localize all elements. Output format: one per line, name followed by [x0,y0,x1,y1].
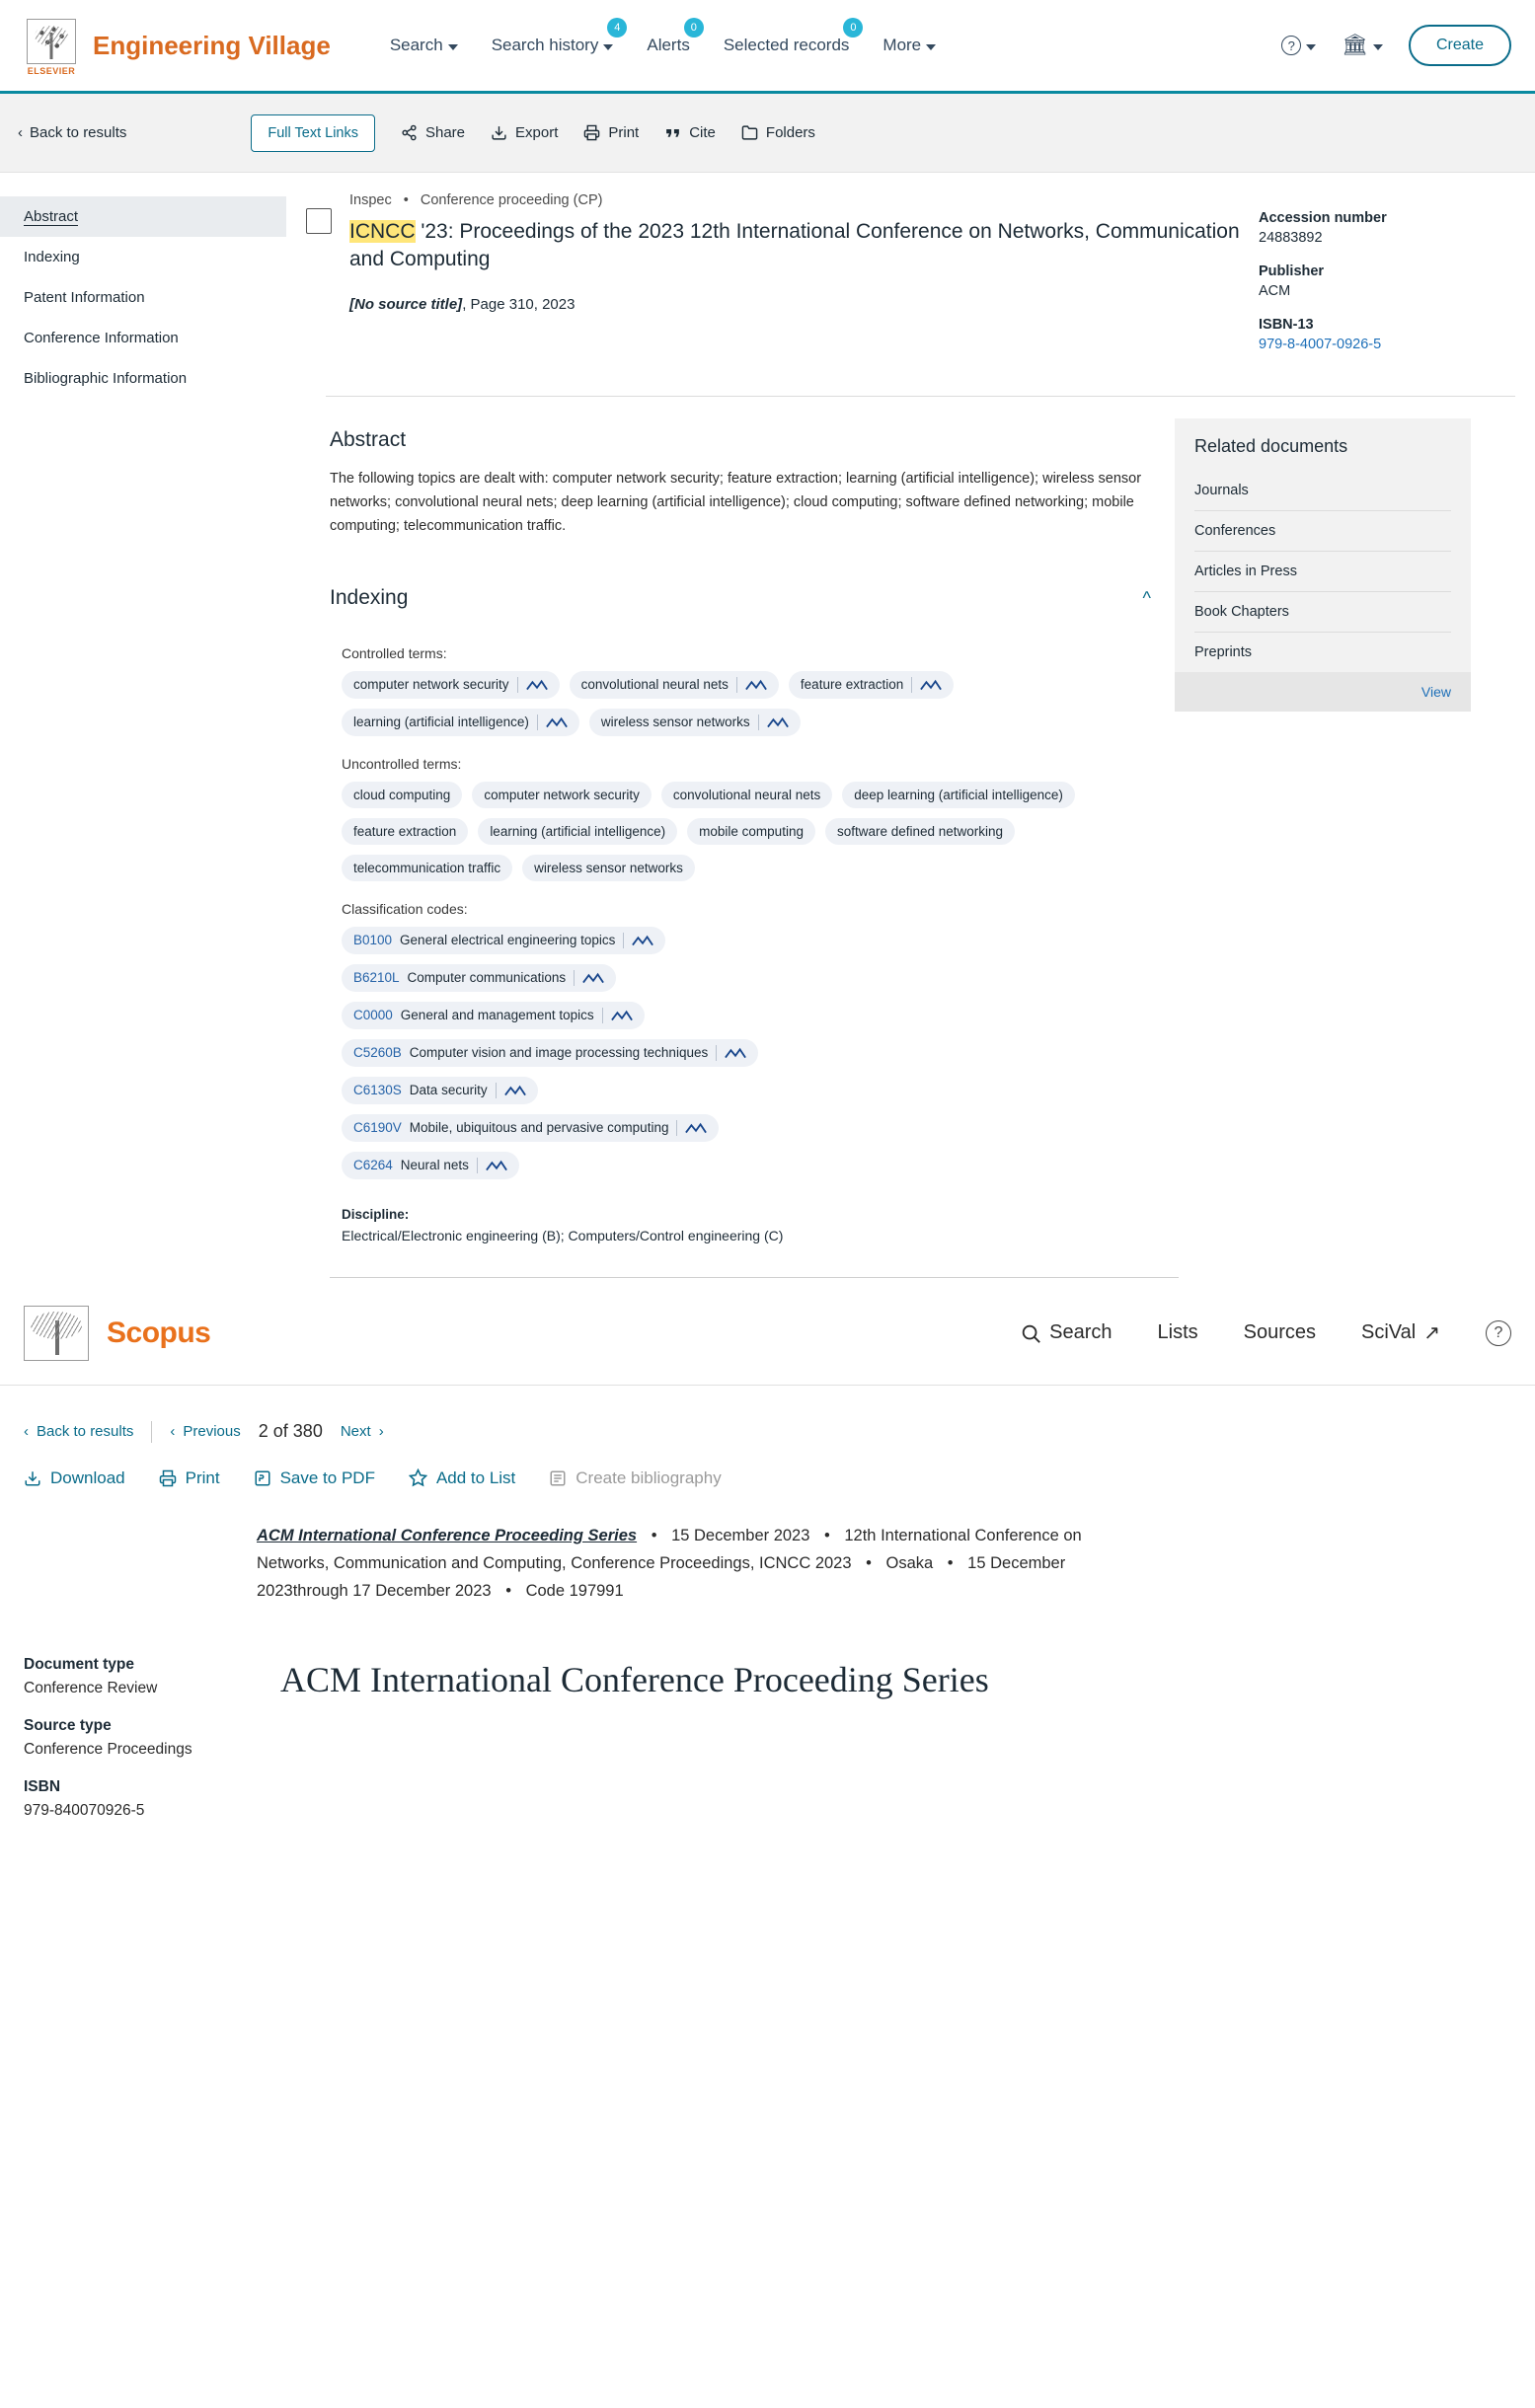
export-action[interactable] [491,124,558,141]
scopus-logo[interactable]: Scopus [107,1316,211,1349]
scopus-nav-label-lists: Lists [1157,1321,1198,1344]
breadcrumb-date: 15 December 2023 [671,1526,810,1544]
breadcrumb-location: Osaka [885,1553,934,1572]
discipline-value: Electrical/Electronic engineering (B); Computers/Control engineering (C) [342,1227,784,1243]
indexing-heading: Indexing [330,585,409,609]
bank-icon: 🏛 [1342,34,1368,56]
related-item-articles-in-press[interactable]: Articles in Press [1194,552,1451,592]
breadcrumb [257,1522,1145,1605]
chevron-down-icon [448,44,458,50]
create-bibliography-label: Create bibliography [576,1467,722,1487]
source-title: [No source title] [349,295,463,313]
chevron-down-icon [1306,44,1316,50]
chip-label: Computer communications [407,970,567,986]
database-name: Inspec [349,192,392,208]
rail-label-abstract: Abstract [24,208,79,225]
classification-chip[interactable] [342,1002,645,1029]
scopus-nav-label-scival: SciVal [1361,1321,1417,1344]
share-action[interactable] [401,124,465,141]
abstract-text: The following topics are dealt with: computer network security; feature extraction; learning (artificial intelligence); wireless sensor networks; convolutional neural nets; deep learning (artificial intelligence); cloud computing; software defined networking; mobile computing; telecommunication traffic. [330,471,1142,534]
document-side-metadata [1259,192,1515,370]
back-to-results-link[interactable] [18,124,126,141]
selected-records-badge: 0 [843,18,863,38]
accession-number-value: 24883892 [1259,230,1323,246]
chevron-down-icon [1373,44,1383,50]
scopus-action-row [0,1443,1535,1488]
controlled-term-chip[interactable] [570,671,779,699]
chevron-up-icon[interactable]: ^ [1142,588,1151,609]
scopus-header [0,1278,1535,1385]
chip-label: telecommunication traffic [353,860,501,875]
breadcrumb-dates: 15 December 2023through 17 December 2023 [257,1553,1066,1600]
breadcrumb-source-link[interactable]: ACM International Conference Proceeding Series [257,1526,638,1544]
scopus-nav-label-search: Search [1049,1321,1113,1344]
isbn13-link[interactable]: 979-8-4007-0926-5 [1259,337,1382,352]
quote-icon [664,124,681,141]
folder-icon [741,124,758,141]
breadcrumb-separator: • [505,1581,511,1600]
chip-label: General electrical engineering topics [400,933,616,948]
breadcrumb-separator: • [866,1553,872,1572]
scopus-help-button[interactable] [1486,1320,1511,1346]
title-highlight: ICNCC [349,220,416,243]
engineering-village-logo[interactable] [24,15,331,76]
title-rest: '23: Proceedings of the 2023 12th International Conference on Networks, Communication and Computing [349,220,1240,271]
star-icon [409,1468,427,1487]
controlled-term-chip[interactable] [342,709,579,736]
elsevier-logo-icon [24,15,79,76]
accession-number-label: Accession number [1259,210,1387,226]
chevron-left-icon: ‹ [170,1423,176,1441]
export-label: Export [515,124,559,141]
nav-item-selected-records[interactable] [723,22,857,55]
elsevier-tree-icon [24,1306,89,1361]
chip-code: B0100 [353,933,393,948]
page-body [0,173,1535,1278]
uncontrolled-term-chip[interactable] [661,782,832,808]
uncontrolled-term-chip[interactable] [522,855,695,881]
related-item-conferences[interactable]: Conferences [1194,511,1451,552]
related-view-link[interactable]: View [1175,672,1471,712]
chip-label: Neural nets [400,1158,469,1173]
rail-item-patent-information[interactable] [0,277,286,318]
chip-label: wireless sensor networks [600,715,750,730]
chip-label: computer network security [353,677,509,693]
chip-label: convolutional neural nets [580,677,729,693]
chip-label: mobile computing [699,823,804,839]
page-title [349,218,1241,274]
chip-label: learning (artificial intelligence) [353,715,529,730]
source-type-label: Source type [24,1716,112,1734]
download-action[interactable] [24,1468,125,1488]
breadcrumb-separator: • [651,1526,657,1544]
meta-separator: • [403,192,409,208]
uncontrolled-term-chip[interactable] [825,818,1015,845]
scopus-page-indicator [259,1421,323,1442]
thesaurus-icon [767,716,789,728]
chip-divider [537,715,538,730]
isbn-label: ISBN [24,1777,61,1795]
chip-code: C6130S [353,1083,402,1098]
create-button[interactable]: Create [1409,25,1511,66]
chevron-down-icon [603,44,613,50]
classification-chip[interactable] [342,1077,538,1104]
current-page: 2 [258,1421,269,1442]
breadcrumb-conference: 12th International Conference on Networks, Communication and Computing, Conference Proceedings, ICNCC 2023 [257,1526,1082,1572]
chip-divider [517,677,518,693]
classification-chip[interactable] [342,964,616,992]
chip-label: Data security [409,1083,488,1098]
search-icon [1020,1322,1041,1344]
related-documents-panel [1175,418,1471,712]
rail-label-patent-information: Patent Information [24,289,145,306]
classification-chip[interactable] [342,927,665,954]
chip-divider [477,1158,478,1173]
chip-code: C6190V [353,1120,402,1136]
scopus-section-divider [330,1277,1179,1278]
scopus-nav-search[interactable] [1020,1321,1112,1344]
chevron-right-icon: › [378,1423,384,1441]
breadcrumb-separator: • [824,1526,830,1544]
document-action-bar [0,94,1535,173]
chip-label: General and management topics [400,1008,594,1023]
save-to-pdf-action[interactable] [254,1468,375,1488]
scopus-next-button[interactable] [341,1423,384,1440]
share-label: Share [424,124,466,141]
publisher-label: Publisher [1259,263,1325,279]
page-of-label: of [272,1421,288,1442]
scopus-pager [0,1386,1535,1443]
folders-label: Folders [765,124,815,141]
chip-label: feature extraction [800,677,904,693]
scopus-back-to-results[interactable] [24,1423,133,1440]
chip-label: software defined networking [836,823,1004,839]
add-to-list-action[interactable] [409,1468,515,1488]
chip-code: C5260B [353,1045,402,1061]
uncontrolled-term-chip[interactable] [478,818,677,845]
sections-main [306,397,1175,1243]
chip-label: convolutional neural nets [672,787,821,802]
nav-item-search-history[interactable] [491,22,621,55]
chip-label: Mobile, ubiquitous and pervasive computing [409,1120,669,1136]
rail-item-indexing[interactable] [0,237,286,277]
external-link-icon: ↗ [1423,1322,1440,1345]
rail-item-abstract[interactable] [0,196,286,237]
save-to-pdf-label: Save to PDF [279,1467,375,1487]
select-record-checkbox[interactable] [306,208,332,234]
related-item-journals[interactable]: Journals [1194,471,1451,511]
chip-code: B6210L [353,970,400,986]
scopus-previous-label: Previous [183,1423,241,1441]
document-type-label: Document type [24,1655,134,1673]
sections-wrapper [306,397,1535,1243]
chip-code: C0000 [353,1008,393,1023]
uncontrolled-term-chip[interactable] [342,855,512,881]
chip-divider [736,677,737,693]
uncontrolled-term-chip[interactable] [842,782,1075,808]
total-pages: 380 [292,1421,323,1442]
uncontrolled-term-chip[interactable] [687,818,815,845]
bibliography-icon [549,1469,567,1487]
thesaurus-icon [685,1122,707,1134]
thesaurus-icon [745,679,767,691]
discipline-label: Discipline: [342,1206,410,1222]
back-to-results-label: Back to results [30,124,127,141]
chip-label: computer network security [484,787,640,802]
scopus-nav-sources[interactable] [1244,1321,1316,1344]
chevron-down-icon [926,44,936,50]
print-label: Print [185,1467,220,1487]
breadcrumb-code: Code 197991 [525,1581,624,1600]
scopus-record-main [0,1605,1535,1879]
print-icon [583,124,600,141]
thesaurus-icon [611,1010,633,1021]
scopus-next-label: Next [340,1423,371,1441]
full-text-links-button[interactable]: Full Text Links [251,114,375,152]
chip-divider [574,970,575,986]
scopus-breadcrumb-wrap [0,1488,1535,1605]
classification-chip[interactable] [342,1114,719,1142]
cite-label: Cite [689,124,716,141]
isbn13-value [1259,337,1515,352]
chip-divider [623,933,624,948]
nav-label-more: More [883,36,922,54]
elsevier-wordmark: ELSEVIER [27,66,76,76]
rail-label-bibliographic-information: Bibliographic Information [24,370,188,387]
print-icon [159,1469,177,1487]
nav-label-selected-records: Selected records [723,36,850,54]
uncontrolled-terms-label: Uncontrolled terms: [342,755,462,772]
alerts-badge: 0 [684,18,704,38]
chip-code: C6264 [353,1158,393,1173]
chevron-left-icon: ‹ [18,124,23,141]
chip-divider [911,677,912,693]
section-nav-rail [0,173,286,1278]
thesaurus-icon [632,935,653,946]
scopus-previous-button[interactable] [170,1423,240,1440]
controlled-term-chip[interactable] [789,671,954,699]
uncontrolled-term-chip[interactable] [342,782,462,808]
chip-label: wireless sensor networks [534,860,683,875]
document-header [306,192,1535,370]
indexing-body [330,645,1151,1179]
download-label: Download [50,1467,125,1487]
rail-item-bibliographic-information[interactable] [0,358,286,399]
scopus-print-action[interactable] [159,1468,220,1488]
related-item-book-chapters[interactable]: Book Chapters [1194,592,1451,633]
main-nav [389,22,936,55]
classification-codes-chips [342,927,1151,1179]
chip-divider [758,715,759,730]
uncontrolled-terms-chips [342,782,1151,881]
controlled-terms-chips [342,671,1151,736]
add-to-list-label: Add to List [435,1467,516,1487]
chip-divider [496,1083,497,1098]
classification-codes-label: Classification codes: [342,900,468,917]
related-documents-heading: Related documents [1194,436,1348,456]
save-pdf-icon [254,1469,271,1487]
institution-menu[interactable] [1342,34,1383,57]
chip-label: deep learning (artificial intelligence) [854,787,1063,802]
controlled-terms-label: Controlled terms: [342,644,447,661]
isbn13-label: ISBN-13 [1259,317,1314,333]
source-type-value: Conference Proceedings [24,1740,192,1758]
scopus-nav [1020,1320,1511,1346]
controlled-term-chip[interactable] [589,709,801,736]
chip-label: cloud computing [353,787,451,802]
chip-divider [676,1120,677,1136]
chip-label: feature extraction [353,823,457,839]
print-label: Print [608,124,640,141]
nav-item-search[interactable] [390,36,458,55]
scopus-nav-lists[interactable] [1158,1321,1198,1344]
rail-label-conference-information: Conference Information [24,330,179,346]
create-bibliography-action [549,1468,721,1488]
thesaurus-icon [486,1160,507,1171]
rail-item-conference-information[interactable] [0,318,286,358]
top-navigation-bar [0,0,1535,94]
chip-label: learning (artificial intelligence) [490,823,666,839]
document-content [286,173,1535,1278]
document-database-line [349,192,1241,208]
document-type: Conference proceeding (CP) [420,192,603,208]
related-item-preprints[interactable]: Preprints [1194,644,1253,660]
isbn-value: 979-840070926-5 [24,1801,145,1819]
document-type-value: Conference Review [24,1679,158,1696]
help-menu[interactable] [1281,36,1316,55]
print-action[interactable] [583,124,639,141]
uncontrolled-term-chip[interactable] [342,818,468,845]
thesaurus-icon [582,972,604,984]
indexing-header-row [330,572,1151,626]
thesaurus-icon [504,1085,526,1096]
breadcrumb-separator: • [947,1553,954,1572]
thesaurus-icon [526,679,548,691]
uncontrolled-term-chip[interactable] [472,782,652,808]
classification-chip[interactable] [342,1039,758,1067]
folders-action[interactable] [741,124,815,141]
nav-item-more[interactable] [883,36,936,55]
search-history-badge: 4 [607,18,627,38]
document-source-line [349,296,1241,313]
question-circle-icon: ? [1281,36,1301,55]
nav-label-alerts: Alerts [647,36,690,54]
source-detail: , Page 310, 2023 [462,295,576,313]
chip-divider [602,1008,603,1023]
scopus-nav-scival[interactable] [1361,1320,1440,1345]
scopus-record-title-wrap [280,1656,1511,1840]
download-icon [24,1469,41,1487]
cite-action[interactable] [664,124,716,141]
scopus-nav-label-sources: Sources [1243,1321,1317,1344]
chip-label: Computer vision and image processing techniques [409,1045,709,1061]
export-icon [491,124,507,141]
nav-label-search-history: Search history [491,36,599,54]
document-header-main [349,192,1241,370]
thesaurus-icon [546,716,568,728]
abstract-heading: Abstract [330,428,407,451]
chevron-left-icon: ‹ [24,1423,29,1441]
scopus-document-title: ACM International Conference Proceeding Series [280,1659,989,1699]
rail-label-indexing: Indexing [24,249,80,265]
pager-divider [151,1421,152,1443]
nav-item-alerts[interactable] [647,22,697,55]
site-title: Engineering Village [93,30,331,60]
thesaurus-icon [725,1047,746,1059]
scopus-back-label: Back to results [37,1423,134,1441]
controlled-term-chip[interactable] [342,671,560,699]
chip-divider [716,1045,717,1061]
share-icon [401,124,418,141]
question-circle-icon: ? [1486,1320,1511,1346]
nav-label-search: Search [389,36,443,54]
classification-chip[interactable] [342,1152,519,1179]
scopus-record-metadata [24,1656,241,1840]
thesaurus-icon [920,679,942,691]
publisher-value: ACM [1259,283,1291,299]
header-right-tools [1281,25,1511,66]
